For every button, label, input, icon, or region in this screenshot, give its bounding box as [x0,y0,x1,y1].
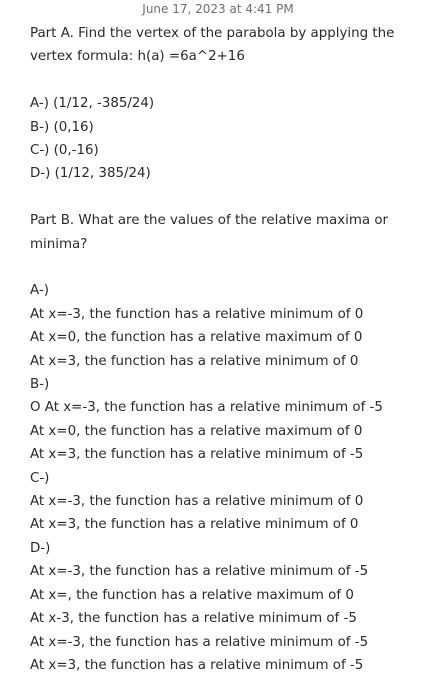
part-b-option-a-line: At x=0, the function has a relative maximum of 0 [30,330,363,346]
part-b-option-d-line: At x=-3, the function has a relative minimum of -5 [30,564,369,580]
part-b-option-a-label: A-) [30,283,49,299]
spacer [30,256,426,279]
part-b-option-d-line: At x=, the function has a relative maximum of 0 [30,587,354,603]
part-b-option-d-line: At x=-3, the function has a relative minimum of -5 [30,634,369,650]
part-b-question-line-2: minima? [30,236,88,252]
part-b-option-c-label: C-) [30,470,50,486]
part-b-option-b-line: At x=0, the function has a relative maximum of 0 [30,423,363,439]
part-b-question-line-1: Part B. What are the values of the relative maxima or [30,213,389,229]
part-b-option-c-line: At x=-3, the function has a relative minimum of 0 [30,494,364,510]
spacer [30,186,426,209]
part-a-option-c: C-) (0,-16) [30,143,99,159]
part-b-option-c-line: At x=3, the function has a relative minimum of 0 [30,517,359,533]
spacer [30,69,426,92]
part-a-question-line-1: Part A. Find the vertex of the parabola by applying the [30,26,395,41]
part-b-option-b-line: At x=3, the function has a relative minimum of -5 [30,447,364,463]
timestamp: June 17, 2023 at 4:41 PM [142,2,294,16]
part-b-option-d-line: At x-3, the function has a relative minimum of -5 [30,611,357,627]
part-b-option-b-line: O At x=-3, the function has a relative minimum of -5 [30,400,383,416]
part-a-option-a: A-) (1/12, -385/24) [30,96,155,112]
part-b-option-a-line: At x=3, the function has a relative minimum of 0 [30,353,359,369]
document-body [30,22,426,677]
part-b-option-a-line: At x=-3, the function has a relative minimum of 0 [30,306,364,322]
part-b-option-d-label: D-) [30,540,51,556]
part-a-question-line-2: vertex formula: h(a) =6a^2+16 [30,49,245,65]
part-b-option-b-label: B-) [30,377,50,393]
part-a-option-d: D-) (1/12, 385/24) [30,166,151,182]
part-b-option-d-line: At x=3, the function has a relative minimum of -5 [30,657,364,673]
part-a-option-b: B-) (0,16) [30,119,94,135]
